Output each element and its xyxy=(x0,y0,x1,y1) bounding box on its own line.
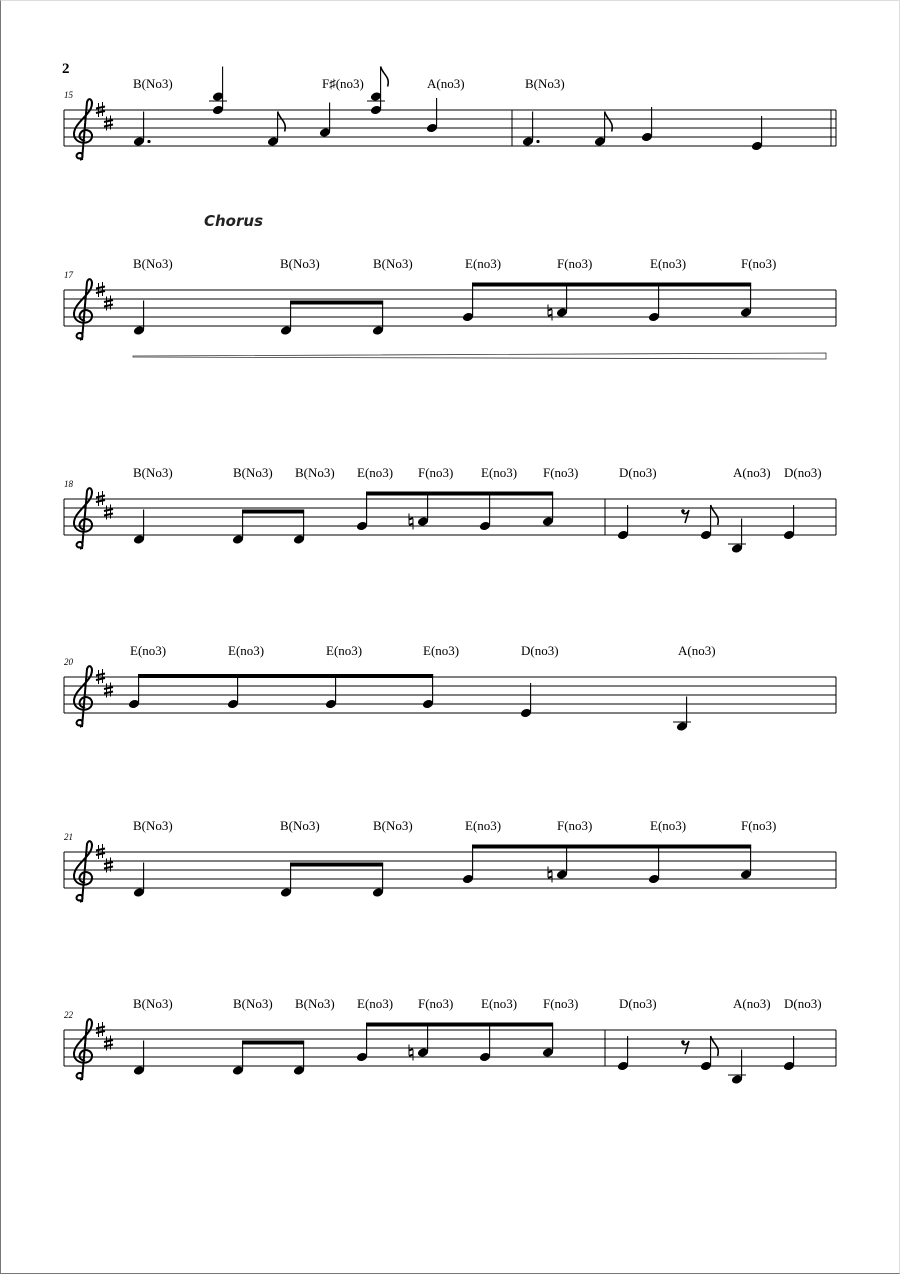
note xyxy=(548,283,568,321)
note xyxy=(133,1041,145,1076)
note xyxy=(227,674,239,709)
staff xyxy=(0,628,900,788)
chord-symbol: F(no3) xyxy=(543,465,579,480)
chord-symbol: E(no3) xyxy=(326,643,363,658)
note xyxy=(426,98,438,133)
staff-system-18 xyxy=(0,450,900,610)
key-sharp-f-icon xyxy=(96,102,105,117)
note xyxy=(783,505,795,540)
note xyxy=(325,674,337,709)
eighth-rest-icon xyxy=(681,509,685,513)
section-label-chorus: Chorus xyxy=(204,212,263,230)
note xyxy=(740,845,752,880)
chord-symbol: E(no3) xyxy=(481,465,518,480)
chord-symbol: B(No3) xyxy=(133,818,173,833)
note xyxy=(641,107,653,142)
note xyxy=(522,112,540,147)
beam xyxy=(472,845,751,849)
measure-number: 18 xyxy=(64,479,73,489)
staff-system-17 xyxy=(0,240,900,400)
chord-symbol: F♯(no3) xyxy=(322,76,364,91)
chord-symbol: F(no3) xyxy=(543,996,579,1011)
note xyxy=(617,505,629,540)
chord-symbol: D(no3) xyxy=(619,996,657,1011)
chord-symbol: B(No3) xyxy=(133,256,173,271)
chord-symbol: F(no3) xyxy=(741,256,777,271)
chord-symbol: B(No3) xyxy=(133,996,173,1011)
note xyxy=(128,674,140,709)
note xyxy=(133,112,151,147)
note-flag xyxy=(381,67,389,87)
chord-symbol: D(no3) xyxy=(619,465,657,480)
staff xyxy=(0,240,900,400)
natural-icon xyxy=(548,877,552,879)
note xyxy=(728,1050,746,1085)
measure-number: 22 xyxy=(64,1010,73,1020)
chord-symbol: F(no3) xyxy=(418,996,454,1011)
natural-icon xyxy=(548,871,552,873)
staff xyxy=(0,803,900,963)
treble-clef-icon xyxy=(74,841,92,902)
chord-symbol: D(no3) xyxy=(521,643,559,658)
note xyxy=(409,1023,429,1061)
staff-system-15 xyxy=(0,60,900,220)
note xyxy=(372,301,384,336)
treble-clef-icon xyxy=(74,99,92,160)
chord-symbol: E(no3) xyxy=(357,996,394,1011)
chord-symbol: B(No3) xyxy=(133,465,173,480)
note xyxy=(751,116,763,151)
chord-symbol: F(no3) xyxy=(418,465,454,480)
chord-symbol: A(no3) xyxy=(427,76,465,91)
beam xyxy=(138,674,433,678)
chord-symbol: F(no3) xyxy=(557,818,593,833)
note-flag xyxy=(278,112,286,132)
note xyxy=(542,492,554,527)
note xyxy=(594,112,612,147)
chord-symbol: E(no3) xyxy=(481,996,518,1011)
note xyxy=(462,849,474,884)
note xyxy=(542,1023,554,1058)
note xyxy=(648,287,660,322)
note xyxy=(462,287,474,322)
note-flag xyxy=(605,112,613,132)
note xyxy=(617,1036,629,1071)
augmentation-dot xyxy=(536,140,539,143)
staff xyxy=(0,60,900,220)
chord-symbol: A(no3) xyxy=(733,996,771,1011)
chord-symbol: E(no3) xyxy=(423,643,460,658)
treble-clef-icon xyxy=(74,279,92,340)
chord-symbol: E(no3) xyxy=(228,643,265,658)
beam xyxy=(290,863,383,867)
hairpin-line xyxy=(133,353,826,359)
beam xyxy=(290,301,383,305)
measure-number: 20 xyxy=(64,657,73,667)
note xyxy=(479,496,491,531)
chord-symbol: E(no3) xyxy=(130,643,167,658)
treble-clef-icon xyxy=(74,1019,92,1080)
staff-system-22 xyxy=(0,980,900,1140)
chord-symbol: B(No3) xyxy=(295,465,335,480)
key-sharp-f-icon xyxy=(96,1022,105,1037)
note xyxy=(133,863,145,898)
natural-icon xyxy=(409,518,413,520)
note xyxy=(356,1027,368,1062)
note xyxy=(356,496,368,531)
staff-system-21 xyxy=(0,803,900,963)
key-sharp-f-icon xyxy=(96,844,105,859)
chord-symbol: F(no3) xyxy=(741,818,777,833)
measure-number: 21 xyxy=(64,832,73,842)
measure-number: 15 xyxy=(64,90,73,100)
measure-number: 17 xyxy=(64,270,73,280)
note xyxy=(673,697,691,732)
treble-clef-icon xyxy=(74,666,92,727)
note xyxy=(728,519,746,554)
natural-icon xyxy=(409,1055,413,1057)
key-sharp-f-icon xyxy=(96,491,105,506)
chord-symbol: B(No3) xyxy=(525,76,565,91)
page-number: 2 xyxy=(62,61,70,77)
staff-system-20 xyxy=(0,628,900,788)
staff xyxy=(0,450,900,610)
chord-symbol: F(no3) xyxy=(557,256,593,271)
note xyxy=(293,1041,305,1076)
chord-symbol: E(no3) xyxy=(357,465,394,480)
beam xyxy=(366,492,553,496)
beam xyxy=(242,1041,304,1045)
treble-clef-icon xyxy=(74,488,92,549)
note xyxy=(520,683,532,718)
chord-symbol: B(No3) xyxy=(295,996,335,1011)
beam xyxy=(242,510,304,514)
staff xyxy=(0,980,900,1140)
note xyxy=(479,1027,491,1062)
note xyxy=(133,510,145,545)
chord-symbol: E(no3) xyxy=(650,818,687,833)
key-sharp-f-icon xyxy=(96,282,105,297)
note xyxy=(232,510,244,545)
note xyxy=(783,1036,795,1071)
chord-symbol: E(no3) xyxy=(465,818,502,833)
chord-symbol: A(no3) xyxy=(733,465,771,480)
note xyxy=(409,492,429,530)
chord-symbol: B(No3) xyxy=(373,818,413,833)
chord-symbol: B(No3) xyxy=(233,996,273,1011)
natural-icon xyxy=(409,1049,413,1051)
chord-symbol: B(No3) xyxy=(280,818,320,833)
note xyxy=(280,301,292,336)
note xyxy=(280,863,292,898)
note xyxy=(319,103,331,138)
note xyxy=(548,845,568,883)
note xyxy=(209,67,227,116)
note xyxy=(293,510,305,545)
chord-symbol: D(no3) xyxy=(784,465,822,480)
note xyxy=(367,67,388,116)
beam xyxy=(472,283,751,287)
note xyxy=(267,112,285,147)
beam xyxy=(366,1023,553,1027)
natural-icon xyxy=(409,524,413,526)
chord-symbol: B(No3) xyxy=(133,76,173,91)
chord-symbol: D(no3) xyxy=(784,996,822,1011)
chord-symbol: B(No3) xyxy=(233,465,273,480)
chord-symbol: B(No3) xyxy=(373,256,413,271)
augmentation-dot xyxy=(147,140,150,143)
natural-icon xyxy=(548,315,552,317)
chord-symbol: A(no3) xyxy=(678,643,716,658)
chord-symbol: E(no3) xyxy=(465,256,502,271)
note xyxy=(740,283,752,318)
note xyxy=(133,301,145,336)
natural-icon xyxy=(548,309,552,311)
note xyxy=(232,1041,244,1076)
note xyxy=(422,674,434,709)
note xyxy=(372,863,384,898)
key-sharp-f-icon xyxy=(96,669,105,684)
note xyxy=(648,849,660,884)
chord-symbol: E(no3) xyxy=(650,256,687,271)
eighth-rest-icon xyxy=(681,1040,685,1044)
chord-symbol: B(No3) xyxy=(280,256,320,271)
